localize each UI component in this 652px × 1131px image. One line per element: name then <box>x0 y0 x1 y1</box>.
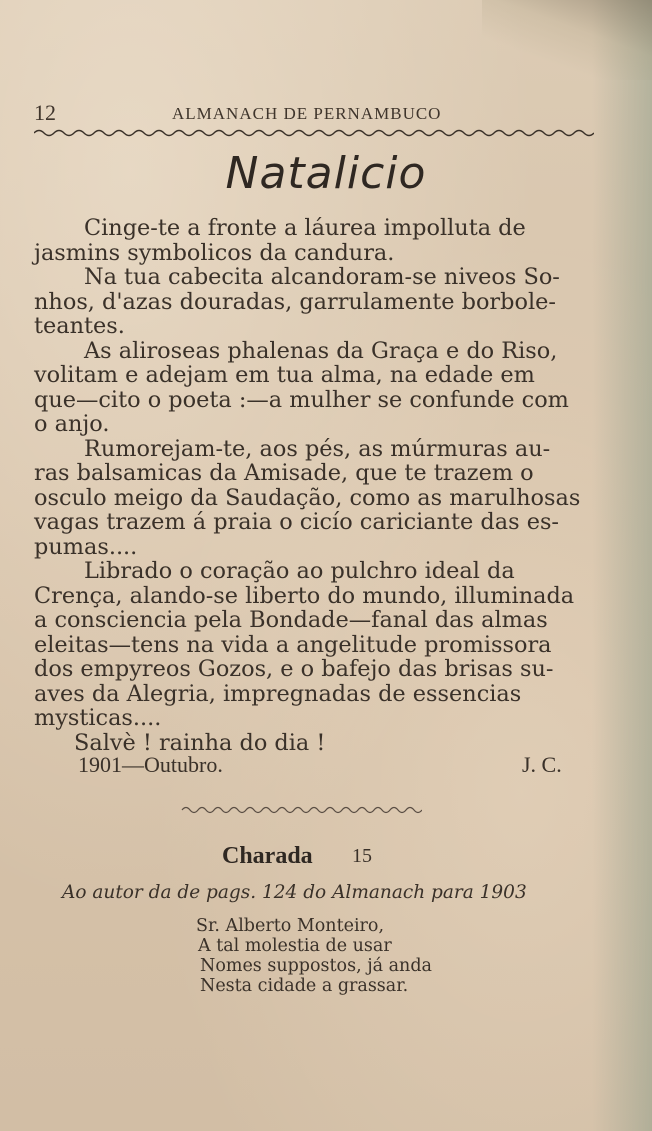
page-corner-stain <box>482 0 652 80</box>
signature-initials: J. C. <box>522 752 562 777</box>
charada-number: 15 <box>352 845 372 867</box>
article-heading: Natalicio <box>225 148 427 199</box>
verse-line: Sr. Alberto Monteiro, <box>196 916 385 936</box>
verse-line: Nesta cidade a grassar. <box>200 976 409 996</box>
charada-dedication: Ao autor da de pags. 124 do Almanach para 1903 <box>62 882 527 903</box>
page-number: 12 <box>34 100 56 125</box>
body-line: Cinge-te a fronte a láurea impolluta de <box>84 215 526 241</box>
almanac-title: ALMANACH DE PERNAMBUCO <box>172 104 442 123</box>
body-line: Crença, alando-se liberto do mundo, illuminada <box>34 582 575 609</box>
body-line: que—cito o poeta :—a mulher se confunde com <box>34 386 569 413</box>
body-line: Na tua cabecita alcandoram-se niveos So- <box>84 264 560 290</box>
body-line: Librado o coração ao pulchro ideal da <box>84 558 515 584</box>
body-line: jasmins symbolicos da candura. <box>34 239 395 266</box>
body-line: Salvè ! rainha do dia ! <box>74 729 326 756</box>
wavy-rule-ornament <box>34 128 594 138</box>
section-divider-ornament <box>180 804 422 816</box>
body-line: pumas.... <box>34 533 138 560</box>
body-line: Rumorejam-te, aos pés, as múrmuras au- <box>84 435 551 462</box>
running-head <box>34 100 594 130</box>
body-line: osculo meigo da Saudação, como as marulhosas <box>34 484 581 511</box>
body-line: aves da Alegria, impregnadas de essencias <box>34 680 522 707</box>
signature-date: 1901—Outubro. <box>78 752 223 777</box>
body-line: teantes. <box>34 313 125 339</box>
body-line: a consciencia pela Bondade—fanal das almas <box>34 607 548 633</box>
body-line: vagas trazem á praia o cicío cariciante das es- <box>34 509 559 535</box>
body-line: As aliroseas phalenas da Graça e do Riso, <box>84 337 558 364</box>
article-body <box>34 216 586 755</box>
charada-title: Charada <box>222 843 313 869</box>
body-line: eleitas—tens na vida a angelitude promissora <box>34 631 552 658</box>
body-line: nhos, d'azas douradas, garrulamente borbole- <box>34 288 556 315</box>
body-line: o anjo. <box>34 411 110 437</box>
body-line: dos empyreos Gozos, e o bafejo das brisas su- <box>34 656 554 682</box>
body-line: volitam e adejam em tua alma, na edade em <box>34 362 535 388</box>
verse-line: A tal molestia de usar <box>198 936 392 956</box>
verse-line: Nomes suppostos, já anda <box>200 956 432 976</box>
body-line: mysticas.... <box>34 705 162 731</box>
charada-verse <box>196 916 432 996</box>
body-line: ras balsamicas da Amisade, que te trazem o <box>34 460 534 486</box>
